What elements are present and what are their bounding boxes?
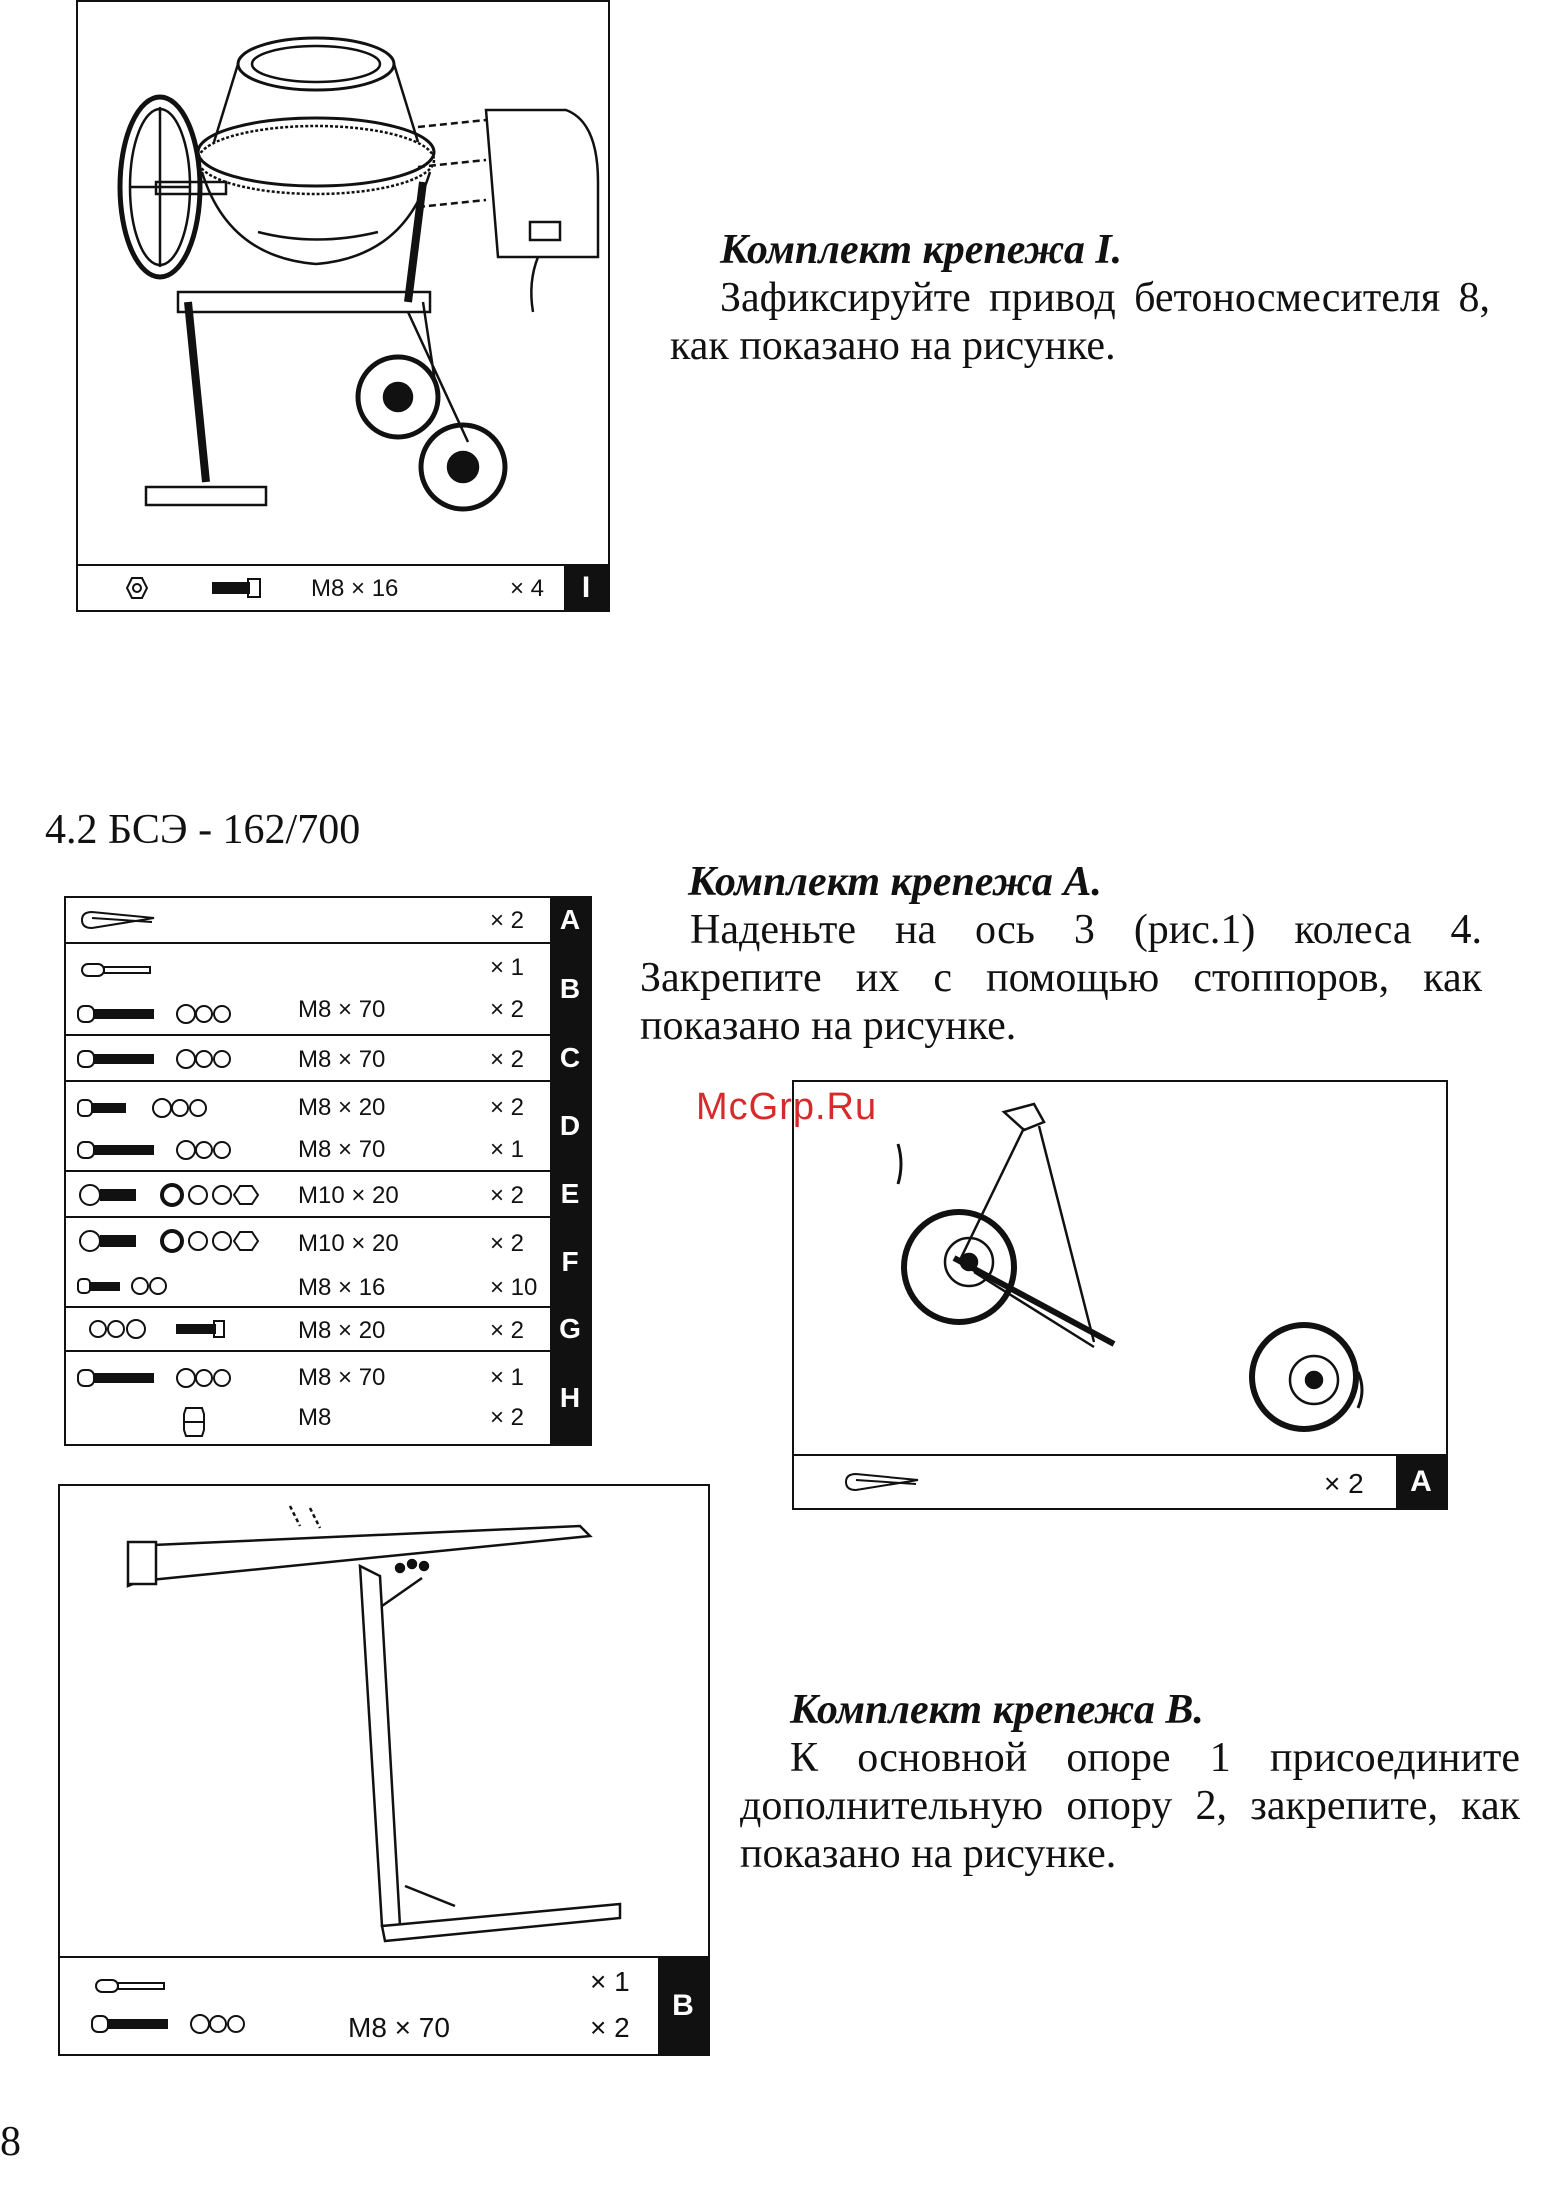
- strip-qty: × 4: [510, 575, 545, 602]
- row-b-letter: B: [550, 944, 590, 1034]
- pin-icon: [94, 1976, 168, 1996]
- frame-qty-2: × 2: [590, 2012, 630, 2043]
- row-c-spec: М8 × 70: [298, 1046, 386, 1073]
- row-g-spec: М8 × 20: [298, 1317, 386, 1344]
- mixer-figure: [76, 0, 610, 612]
- table-row-c: [66, 1036, 590, 1082]
- section-title: 4.2 БСЭ - 162/700: [45, 807, 361, 853]
- row-g-letter: G: [550, 1308, 590, 1350]
- support-frame-illustration: [60, 1486, 707, 1956]
- row-d-spec-2: М8 × 70: [298, 1136, 386, 1163]
- row-h-spec-1: М8 × 70: [298, 1364, 386, 1391]
- table-row-d: [66, 1082, 590, 1172]
- kit-a-text: Наденьте на ось 3 (рис.1) колеса 4. Закрепите их с помощью стоппоров, как показано на рисунке.: [640, 907, 1482, 1049]
- table-row-a: [66, 898, 590, 944]
- row-a-qty: × 2: [490, 907, 525, 934]
- kit-i-heading: Комплект крепежа I.: [720, 227, 1123, 273]
- row-d-qty-2: × 1: [490, 1136, 525, 1163]
- row-e-spec: М10 × 20: [298, 1182, 399, 1209]
- bolt-washer-icon: [76, 1274, 196, 1298]
- wheels-letter: A: [1396, 1456, 1446, 1508]
- row-f-qty-1: × 2: [490, 1230, 525, 1257]
- table-row-h: [66, 1352, 590, 1444]
- watermark: McGrp.Ru: [696, 1086, 878, 1128]
- fastener-strip-b: [60, 1956, 708, 2054]
- page-number: 8: [0, 2119, 21, 2165]
- row-e-letter: E: [550, 1172, 590, 1216]
- row-g-qty: × 2: [490, 1317, 525, 1344]
- frame-figure: [58, 1484, 710, 2056]
- cotter-pin-icon: [78, 910, 158, 930]
- bolt-washer-nut-icon: [76, 1138, 246, 1162]
- fastener-strip-a: [794, 1454, 1446, 1508]
- strip-letter: I: [564, 566, 608, 610]
- row-h-spec-2: М8: [298, 1404, 332, 1431]
- row-c-qty: × 2: [490, 1046, 525, 1073]
- kit-b-text: К основной опоре 1 присоедините дополнительную опору 2, закрепите, как показано на рисунке.: [740, 1735, 1520, 1877]
- frame-letter: B: [658, 1958, 708, 2054]
- row-e-qty: × 2: [490, 1182, 525, 1209]
- row-b-qty-1: × 1: [490, 954, 525, 981]
- table-row-f: [66, 1218, 590, 1308]
- screw-washer-nut-icon: [76, 1228, 276, 1254]
- screw-washer-nut-icon: [76, 1182, 276, 1208]
- row-d-spec-1: М8 × 20: [298, 1094, 386, 1121]
- table-row-b: [66, 944, 590, 1036]
- kit-b-heading: Комплект крепежа В.: [790, 1687, 1204, 1733]
- row-c-letter: C: [550, 1036, 590, 1080]
- row-h-letter: H: [550, 1352, 590, 1444]
- bolt-washer-nut-icon: [76, 1096, 246, 1120]
- fastener-strip-i: [78, 564, 608, 610]
- concrete-mixer-illustration: [78, 2, 607, 562]
- frame-qty-1: × 1: [590, 1966, 630, 1997]
- row-b-qty-2: × 2: [490, 996, 525, 1023]
- bolt-washer-nut-icon: [76, 1366, 246, 1390]
- nut-bolt-icon: [124, 576, 264, 600]
- strip-spec: М8 × 16: [311, 575, 399, 602]
- bolt-washer-nut-icon: [90, 2012, 260, 2036]
- bolt-washer-nut-icon: [76, 1002, 246, 1026]
- bolt-washer-nut-icon: [76, 1047, 246, 1071]
- row-b-spec-2: М8 × 70: [298, 996, 386, 1023]
- nut-washer-bolt-icon: [86, 1317, 236, 1341]
- wheels-qty: × 2: [1324, 1468, 1364, 1499]
- row-f-qty-2: × 10: [490, 1274, 538, 1301]
- row-f-spec-1: М10 × 20: [298, 1230, 399, 1257]
- kit-i-text: Зафиксируйте привод бетоносмесителя 8, как показано на рисунке.: [670, 275, 1490, 369]
- row-d-letter: D: [550, 1082, 590, 1170]
- row-f-spec-2: М8 × 16: [298, 1274, 386, 1301]
- kit-a-heading: Комплект крепежа А.: [688, 859, 1102, 905]
- wheel-axle-illustration: [794, 1082, 1445, 1456]
- row-f-letter: F: [550, 1218, 590, 1306]
- row-a-letter: A: [550, 898, 590, 942]
- wheels-figure: [696, 1080, 1448, 1510]
- pin-icon: [80, 960, 154, 980]
- fastener-table: [64, 896, 592, 1446]
- cotter-pin-icon: [842, 1472, 922, 1492]
- hex-nut-icon: [182, 1406, 206, 1438]
- table-row-g: [66, 1308, 590, 1352]
- frame-spec-2: М8 × 70: [348, 2012, 450, 2043]
- table-row-e: [66, 1172, 590, 1218]
- row-h-qty-1: × 1: [490, 1364, 525, 1391]
- row-h-qty-2: × 2: [490, 1404, 525, 1431]
- row-d-qty-1: × 2: [490, 1094, 525, 1121]
